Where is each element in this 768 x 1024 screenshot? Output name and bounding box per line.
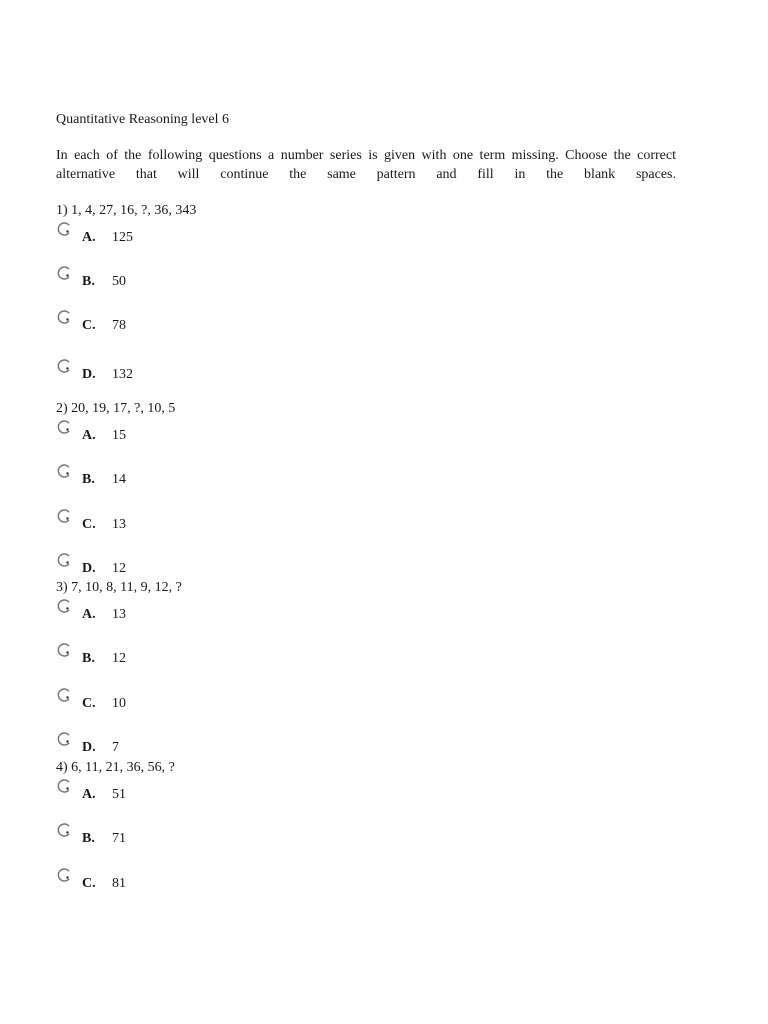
question-1-option-d[interactable] xyxy=(56,366,256,386)
question-1-option-b[interactable] xyxy=(56,273,256,293)
radio-button-icon[interactable] xyxy=(56,463,72,479)
option-letter: B. xyxy=(82,651,95,666)
radio-button-icon[interactable] xyxy=(56,867,72,883)
option-letter: A. xyxy=(82,787,96,802)
question-3-option-c[interactable] xyxy=(56,695,256,715)
question-3-option-b[interactable] xyxy=(56,650,256,670)
question-1-option-c[interactable] xyxy=(56,317,256,337)
option-value: 12 xyxy=(112,651,126,666)
option-value: 13 xyxy=(112,607,126,622)
question-4-text: 4) 6, 11, 21, 36, 56, ? xyxy=(56,760,175,775)
option-value: 13 xyxy=(112,517,126,532)
option-letter: A. xyxy=(82,428,96,443)
option-value: 78 xyxy=(112,318,126,333)
option-letter: C. xyxy=(82,517,96,532)
option-letter: C. xyxy=(82,696,96,711)
radio-button-icon[interactable] xyxy=(56,552,72,568)
option-letter: B. xyxy=(82,472,95,487)
question-2-option-d[interactable] xyxy=(56,560,256,580)
option-letter: B. xyxy=(82,274,95,289)
option-value: 51 xyxy=(112,787,126,802)
question-4-option-c[interactable] xyxy=(56,875,256,895)
option-value: 14 xyxy=(112,472,126,487)
radio-button-icon[interactable] xyxy=(56,598,72,614)
option-letter: C. xyxy=(82,318,96,333)
radio-button-icon[interactable] xyxy=(56,687,72,703)
question-3-option-a[interactable] xyxy=(56,606,256,626)
radio-button-icon[interactable] xyxy=(56,419,72,435)
option-value: 15 xyxy=(112,428,126,443)
document-title: Quantitative Reasoning level 6 xyxy=(56,112,230,127)
question-3-option-d[interactable] xyxy=(56,739,256,759)
question-2-option-a[interactable] xyxy=(56,427,256,447)
radio-button-icon[interactable] xyxy=(56,358,72,374)
option-value: 12 xyxy=(112,561,126,576)
option-letter: A. xyxy=(82,230,96,245)
option-letter: D. xyxy=(82,367,96,382)
radio-button-icon[interactable] xyxy=(56,778,72,794)
option-value: 50 xyxy=(112,274,126,289)
option-value: 132 xyxy=(112,367,133,382)
option-letter: A. xyxy=(82,607,96,622)
option-letter: D. xyxy=(82,740,96,755)
option-letter: B. xyxy=(82,831,95,846)
question-3-text: 3) 7, 10, 8, 11, 9, 12, ? xyxy=(56,580,182,595)
radio-button-icon[interactable] xyxy=(56,822,72,838)
option-value: 10 xyxy=(112,696,126,711)
option-value: 71 xyxy=(112,831,126,846)
radio-button-icon[interactable] xyxy=(56,508,72,524)
question-1-option-a[interactable] xyxy=(56,229,256,249)
option-value: 81 xyxy=(112,876,126,891)
instructions-paragraph: In each of the following questions a number series is given with one term missing. Choose the correct alternative that will continue the same pattern and fill in the blank spaces. xyxy=(56,148,676,182)
radio-button-icon[interactable] xyxy=(56,221,72,237)
question-2-option-b[interactable] xyxy=(56,471,256,491)
radio-button-icon[interactable] xyxy=(56,309,72,325)
question-2-text: 2) 20, 19, 17, ?, 10, 5 xyxy=(56,401,176,416)
question-4-option-a[interactable] xyxy=(56,786,256,806)
option-letter: D. xyxy=(82,561,96,576)
question-4-option-b[interactable] xyxy=(56,830,256,850)
option-letter: C. xyxy=(82,876,96,891)
question-1-text: 1) 1, 4, 27, 16, ?, 36, 343 xyxy=(56,203,197,218)
question-2-option-c[interactable] xyxy=(56,516,256,536)
radio-button-icon[interactable] xyxy=(56,642,72,658)
radio-button-icon[interactable] xyxy=(56,265,72,281)
radio-button-icon[interactable] xyxy=(56,731,72,747)
option-value: 125 xyxy=(112,230,133,245)
option-value: 7 xyxy=(112,740,119,755)
